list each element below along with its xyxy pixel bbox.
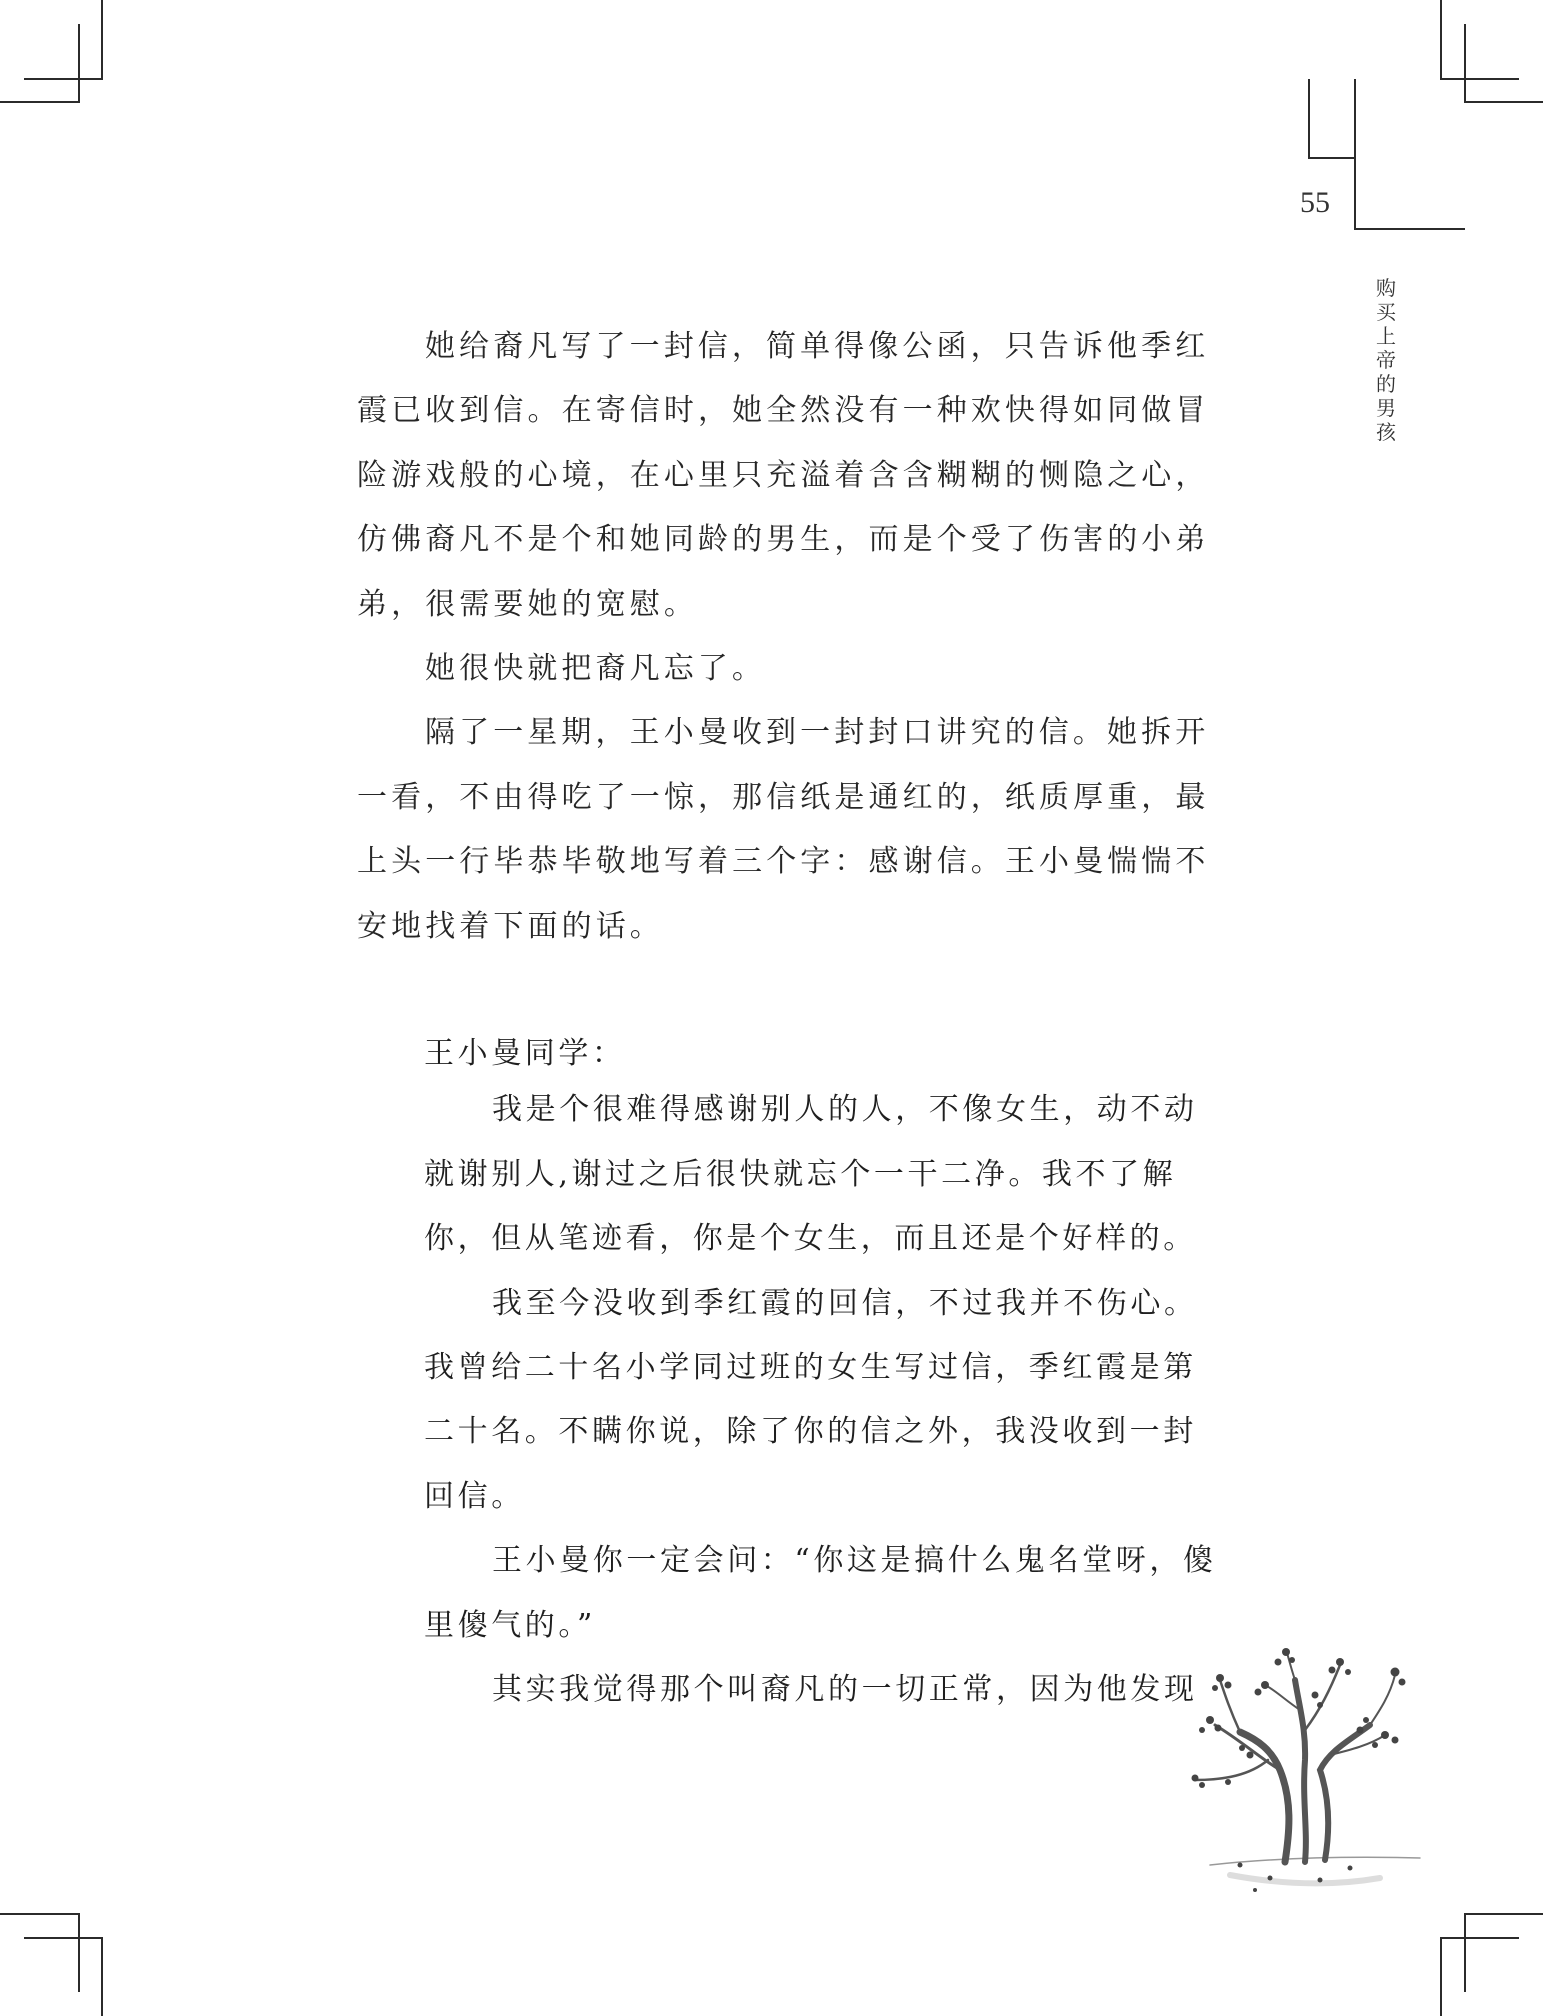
letter-paragraph: 我是个很难得感谢别人的人，不像女生，动不动就谢别人,谢过之后很快就忘个一干二净。我不了解你，但从笔迹看，你是个女生，而且还是个好样的。 bbox=[424, 1092, 1198, 1257]
crop-mark bbox=[0, 1913, 80, 1915]
narrative-text bbox=[357, 315, 1227, 959]
crop-mark bbox=[1440, 78, 1519, 80]
running-title-char: 的 bbox=[1376, 372, 1396, 396]
running-title-char: 买 bbox=[1376, 300, 1396, 324]
paragraph: 隔了一星期，王小曼收到一封封口讲究的信。她拆开一看，不由得吃了一惊，那信纸是通红的，纸质厚重，最上头一行毕恭毕敬地写着三个字：感谢信。王小曼惴惴不安地找着下面的话。 bbox=[357, 715, 1210, 944]
header-rule bbox=[1308, 79, 1310, 158]
letter-text bbox=[424, 1022, 1224, 1722]
crop-mark bbox=[1464, 24, 1466, 103]
crop-mark bbox=[78, 1913, 80, 1992]
page-number: 55 bbox=[1300, 186, 1330, 219]
letter-paragraph: 其实我觉得那个叫裔凡的一切正常，因为他发现 bbox=[492, 1672, 1198, 1708]
running-title-char: 购 bbox=[1376, 276, 1396, 300]
crop-mark bbox=[1440, 1937, 1442, 2016]
crop-mark bbox=[101, 1937, 103, 2016]
crop-mark bbox=[1440, 1937, 1519, 1939]
running-title-char: 男 bbox=[1376, 396, 1396, 420]
crop-mark bbox=[0, 101, 80, 103]
running-title bbox=[1374, 276, 1398, 444]
header-rule bbox=[1308, 157, 1355, 159]
crop-mark bbox=[1464, 101, 1543, 103]
header-rule bbox=[1354, 228, 1465, 230]
running-title-char: 孩 bbox=[1376, 420, 1396, 444]
header-rule bbox=[1354, 79, 1356, 230]
letter-paragraph: 王小曼你一定会问：“你这是搞什么鬼名堂呀，傻里傻气的。” bbox=[424, 1543, 1217, 1643]
crop-mark bbox=[101, 0, 103, 79]
tree-illustration bbox=[1180, 1640, 1450, 1920]
running-title-char: 帝 bbox=[1376, 348, 1396, 372]
crop-mark bbox=[78, 24, 80, 103]
crop-mark bbox=[1464, 1913, 1543, 1915]
crop-mark bbox=[1440, 0, 1442, 79]
crop-mark bbox=[24, 78, 103, 80]
letter-paragraph: 我至今没收到季红霞的回信，不过我并不伤心。我曾给二十名小学同过班的女生写过信，季红霞是第二十名。不瞒你说，除了你的信之外，我没收到一封回信。 bbox=[424, 1285, 1198, 1514]
crop-mark bbox=[1464, 1913, 1466, 1992]
paragraph: 她给裔凡写了一封信，简单得像公函，只告诉他季红霞已收到信。在寄信时，她全然没有一种欢快得如同做冒险游戏般的心境，在心里只充溢着含含糊糊的恻隐之心，仿佛裔凡不是个和她同龄的男生，而是个受了伤害的小弟弟，很需要她的宽慰。 bbox=[357, 329, 1210, 622]
running-title-char: 上 bbox=[1376, 324, 1396, 348]
paragraph: 她很快就把裔凡忘了。 bbox=[425, 651, 766, 687]
crop-mark bbox=[24, 1937, 103, 1939]
letter-salutation: 王小曼同学： bbox=[424, 1036, 626, 1071]
